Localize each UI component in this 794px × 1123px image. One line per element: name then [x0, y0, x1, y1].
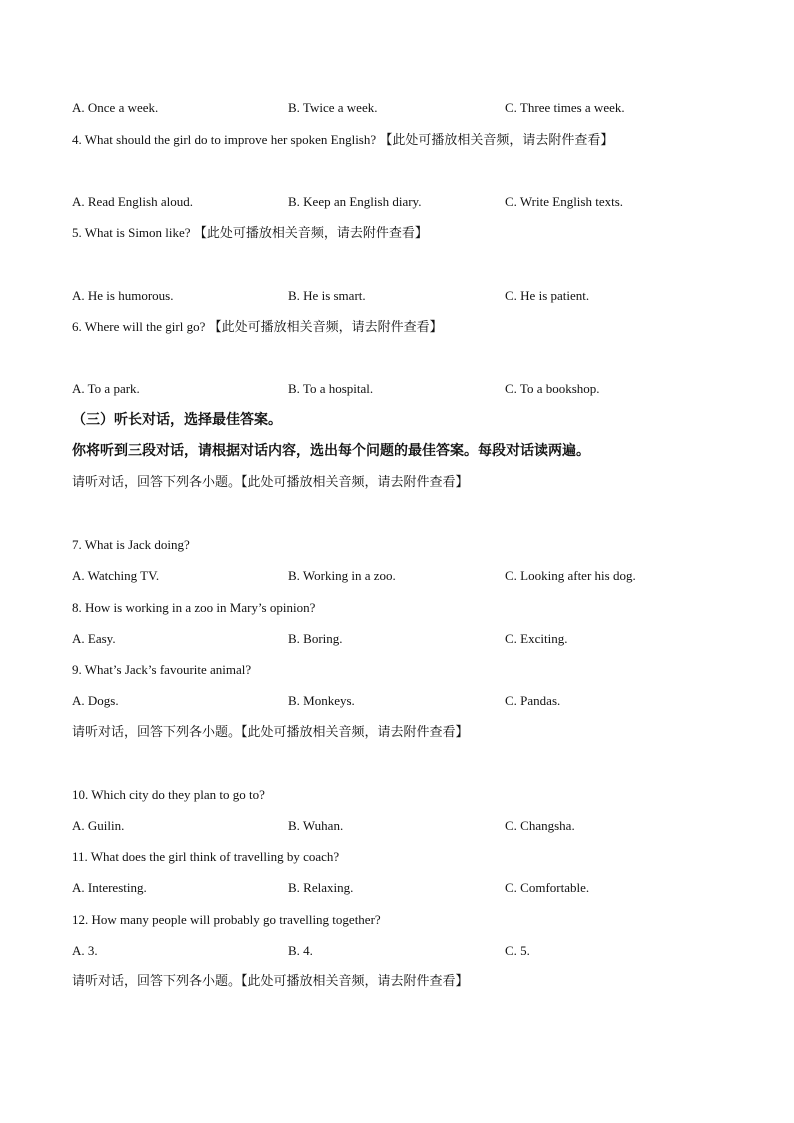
q3-option-c: C. Three times a week. [505, 100, 625, 115]
question-6 [72, 319, 443, 336]
question-5 [72, 225, 428, 242]
q9-option-a: A. Dogs. [72, 693, 119, 708]
q12-option-a: A. 3. [72, 943, 98, 958]
q5-option-a: A. He is humorous. [72, 288, 174, 303]
q11-option-c: C. Comfortable. [505, 880, 590, 895]
q12-option-c: C. 5. [505, 943, 530, 958]
q6-option-a: A. To a park. [72, 381, 140, 396]
q9-option-b: B. Monkeys. [288, 693, 355, 708]
listen-prompt: 请听对话，回答下列各小题。【此处可播放相关音频，请去附件查看】 [72, 475, 469, 490]
q3-option-a: A. Once a week. [72, 100, 159, 115]
q5-option-b: B. He is smart. [288, 288, 366, 303]
audio-note: 【此处可播放相关音频，请去附件查看】 [379, 133, 614, 148]
listen-prompt: 请听对话，回答下列各小题。【此处可播放相关音频，请去附件查看】 [72, 974, 469, 989]
question-10: 10. Which city do they plan to go to? [72, 787, 265, 802]
question-4 [72, 132, 613, 149]
q9-option-c: C. Pandas. [505, 693, 561, 708]
q10-option-b: B. Wuhan. [288, 818, 344, 833]
q4-option-a: A. Read English aloud. [72, 194, 193, 209]
listen-prompt: 请听对话，回答下列各小题。【此处可播放相关音频，请去附件查看】 [72, 725, 469, 740]
question-8: 8. How is working in a zoo in Mary’s opinion? [72, 600, 316, 615]
q8-option-c: C. Exciting. [505, 631, 568, 646]
q4-option-c: C. Write English texts. [505, 194, 624, 209]
question-12: 12. How many people will probably go travelling together? [72, 912, 381, 927]
audio-note: 【此处可播放相关音频，请去附件查看】 [208, 320, 443, 335]
question-6-text: 6. Where will the girl go? [72, 319, 206, 334]
section-3-title: （三）听长对话，选择最佳答案。 [72, 412, 282, 428]
q11-option-b: B. Relaxing. [288, 880, 354, 895]
q10-option-c: C. Changsha. [505, 818, 575, 833]
q7-option-c: C. Looking after his dog. [505, 568, 636, 583]
q8-option-b: B. Boring. [288, 631, 343, 646]
question-9: 9. What’s Jack’s favourite animal? [72, 662, 252, 677]
question-4-text: 4. What should the girl do to improve her spoken English? [72, 132, 377, 147]
question-5-text: 5. What is Simon like? [72, 225, 191, 240]
q6-option-b: B. To a hospital. [288, 381, 374, 396]
q10-option-a: A. Guilin. [72, 818, 125, 833]
q7-option-b: B. Working in a zoo. [288, 568, 396, 583]
q8-option-a: A. Easy. [72, 631, 116, 646]
q5-option-c: C. He is patient. [505, 288, 590, 303]
question-7: 7. What is Jack doing? [72, 537, 190, 552]
question-11: 11. What does the girl think of travelling by coach? [72, 849, 340, 864]
q3-option-b: B. Twice a week. [288, 100, 378, 115]
q4-option-b: B. Keep an English diary. [288, 194, 422, 209]
q7-option-a: A. Watching TV. [72, 568, 160, 583]
q6-option-c: C. To a bookshop. [505, 381, 600, 396]
q12-option-b: B. 4. [288, 943, 313, 958]
section-3-instructions: 你将听到三段对话，请根据对话内容，选出每个问题的最佳答案。每段对话读两遍。 [72, 443, 590, 459]
audio-note: 【此处可播放相关音频，请去附件查看】 [193, 226, 428, 241]
q11-option-a: A. Interesting. [72, 880, 147, 895]
